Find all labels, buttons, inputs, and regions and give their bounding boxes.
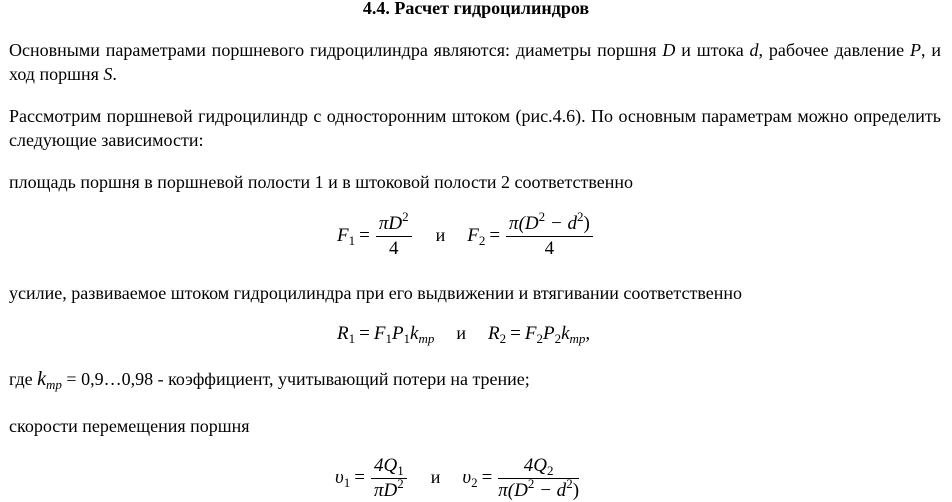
formula-subscript: 1	[403, 331, 411, 346]
fraction-denominator: π(D	[498, 480, 528, 501]
fraction-numerator: )	[583, 213, 590, 234]
formula-subscript: 1	[343, 474, 351, 490]
formula-subscript: тр	[569, 331, 586, 346]
symbol-d: d	[749, 40, 759, 60]
fraction-numerator: − d	[545, 213, 577, 234]
paragraph-consider-cylinder: Рассмотрим поршневой гидроцилиндр с односторонним штоком (рис.4.6). По основным параметрам можно определить следующие зависимости:	[9, 106, 941, 150]
paragraph-friction-coefficient	[9, 367, 941, 391]
formula-symbol: R	[337, 323, 349, 344]
formula-superscript: 2	[397, 476, 404, 491]
formula-superscript: 2	[576, 209, 584, 224]
formula-area: $F_1$ = $\frac{\pi D^2}{4}$ и $F_2$ = $\frac{\pi(D^2 - d^2)}{4}$	[337, 213, 737, 260]
text-span: Основными параметрами поршневого гидроцилиндра являются: диаметры поршня	[9, 40, 663, 60]
fraction-denominator: )	[572, 480, 580, 501]
section-title: 4.4. Расчет гидроцилиндров	[362, 0, 590, 18]
symbol-k: k	[37, 368, 47, 390]
formula-subscript: 2	[536, 331, 543, 346]
formula-subscript: 2	[478, 232, 486, 248]
formula-force: $R_1 = F_1P_1k_{тр}$ и $R_2 = F_2P_2k_{тр}$,	[337, 323, 591, 346]
symbol-P: P	[909, 40, 921, 60]
symbol-D: D	[662, 40, 676, 60]
text-span: = 0,9…0,98 - коэффициент, учитывающий потери на трение;	[61, 369, 530, 389]
fraction-denominator: πD	[373, 480, 398, 501]
formula-subscript: 1	[397, 463, 404, 478]
formula-superscript: 2	[527, 476, 535, 491]
paragraph-rod-force: усилие, развиваемое штоком гидроцилиндра при его выдвижении и втягивании соответственно	[9, 283, 743, 303]
formula-punctuation: ,	[585, 323, 591, 344]
paragraph-piston-area: площадь поршня в поршневой полости 1 и в штоковой полости 2 соответственно	[9, 172, 634, 192]
formula-superscript: 2	[402, 209, 409, 224]
formula-superscript: 2	[538, 209, 546, 224]
formula-subscript: 1	[348, 331, 356, 346]
text-span: , рабочее давление	[758, 40, 910, 60]
formula-symbol: υ	[462, 466, 472, 488]
formula-subscript: тр	[418, 331, 435, 346]
paragraph-piston-speed: скорости перемещения поршня	[9, 416, 250, 436]
formula-subscript: 1	[348, 232, 356, 248]
symbol-S: S	[103, 64, 113, 84]
fraction-F1	[376, 209, 412, 260]
fraction-numerator: πD	[378, 213, 403, 234]
text-span: , и ход поршня	[9, 40, 941, 84]
fraction-denominator: − d	[534, 480, 567, 501]
fraction-numerator: π(D	[509, 213, 539, 234]
formula-symbol: υ	[335, 466, 344, 488]
fraction-v2	[498, 455, 579, 502]
fraction-denominator: 4	[544, 238, 555, 259]
formula-symbol: F	[467, 224, 479, 246]
text-span: и штока	[675, 40, 750, 60]
fraction-numerator: 4Q	[523, 455, 548, 476]
text-span: .	[112, 64, 117, 84]
formula-subscript: 1	[385, 331, 392, 346]
formula-symbol: P	[542, 323, 555, 344]
formula-symbol: k	[561, 323, 570, 344]
symbol-subscript: тр	[46, 377, 62, 392]
formula-symbol: P	[391, 323, 404, 344]
formula-symbol: F	[373, 323, 386, 344]
fraction-numerator: 4Q	[373, 455, 398, 476]
formula-speed: $\upsilon_1$ = $\frac{4Q_1}{\pi D^2}$ и $\upsilon_2$ = $\frac{4Q_2}{\pi(D^2 - d^2)}$	[335, 455, 580, 501]
fraction-v1	[371, 455, 407, 502]
conjunction: и	[430, 466, 441, 487]
fraction-denominator: 4	[388, 238, 399, 259]
formula-subscript: 2	[554, 331, 562, 346]
formula-symbol: R	[488, 323, 500, 344]
text-span: где	[9, 369, 38, 389]
conjunction: и	[456, 323, 467, 343]
fraction-F2	[506, 209, 593, 260]
conjunction: и	[435, 224, 446, 245]
formula-subscript: 2	[471, 474, 478, 490]
formula-subscript: 2	[499, 331, 507, 346]
formula-superscript: 2	[566, 476, 573, 491]
formula-symbol: F	[524, 323, 537, 344]
formula-symbol: F	[337, 224, 349, 246]
paragraph-main-parameters	[9, 38, 941, 86]
formula-subscript: 2	[547, 463, 554, 478]
formula-symbol: k	[410, 323, 419, 344]
